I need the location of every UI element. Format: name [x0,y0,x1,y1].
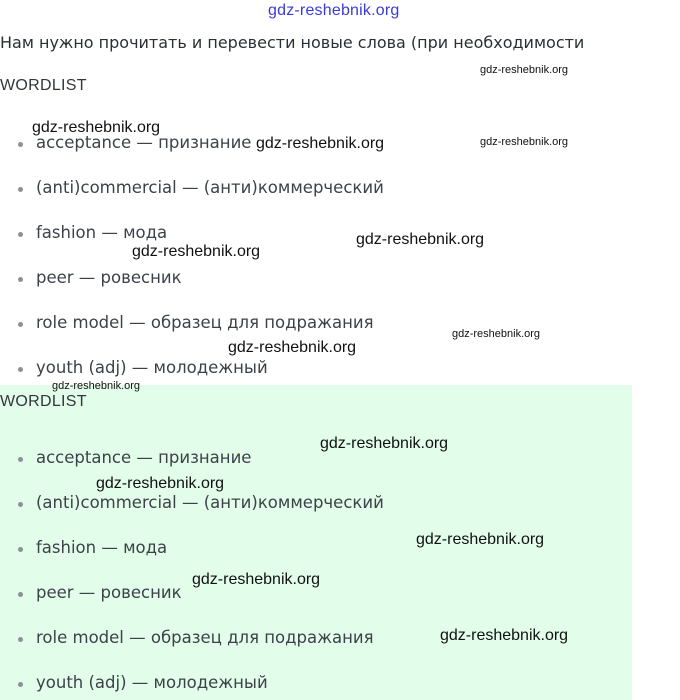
word-entry: peer — ровесник [36,583,182,602]
bullet-icon [18,547,23,552]
word-entry: acceptance — признание [36,448,252,467]
watermark: gdz-reshebnik.org [480,64,569,76]
word-entry: role model — образец для подражания [36,313,374,332]
bullet-icon [18,277,23,282]
bullet-icon [18,187,23,192]
watermark: gdz-reshebnik.org [440,627,569,644]
list-item [0,448,620,472]
bullet-icon [18,367,23,372]
watermark: gdz-reshebnik.org [416,531,545,548]
watermark: gdz-reshebnik.org [320,435,449,452]
watermark: gdz-reshebnik.org [480,136,569,148]
list-item [0,358,620,382]
site-link[interactable]: gdz-reshebnik.org [268,2,400,19]
word-entry: (anti)commercial — (анти)коммерческий [36,178,384,197]
word-entry: acceptance — признание [36,133,252,152]
bullet-icon [18,637,23,642]
bullet-icon [18,502,23,507]
watermark: gdz-reshebnik.org [192,571,321,588]
watermark: gdz-reshebnik.org [132,243,261,260]
watermark: gdz-reshebnik.org [96,475,225,492]
list-item [0,673,620,697]
bullet-icon [18,142,23,147]
bullet-icon [18,457,23,462]
word-entry: role model — образец для подражания [36,628,374,647]
word-entry: (anti)commercial — (анти)коммерческий [36,493,384,512]
word-entry: fashion — мода [36,223,168,242]
list-item [0,268,620,292]
watermark: gdz-reshebnik.org [452,328,541,340]
bullet-icon [18,682,23,687]
watermark: gdz-reshebnik.org [256,135,385,152]
word-entry: fashion — мода [36,538,168,557]
list-item [0,178,620,202]
bullet-icon [18,232,23,237]
list-item [0,223,620,247]
word-entry: youth (adj) — молодежный [36,358,268,377]
intro-text: Нам нужно прочитать и перевести новые слова (при необходимости [0,33,585,52]
word-entry: peer — ровесник [36,268,182,287]
watermark: gdz-reshebnik.org [32,119,161,136]
wordlist-heading: WORDLIST [0,77,87,94]
bullet-icon [18,322,23,327]
list-item [0,493,620,517]
watermark: gdz-reshebnik.org [228,339,357,356]
wordlist-heading: WORDLIST [0,393,87,410]
watermark: gdz-reshebnik.org [356,231,485,248]
word-entry: youth (adj) — молодежный [36,673,268,692]
bullet-icon [18,592,23,597]
watermark: gdz-reshebnik.org [52,380,141,392]
